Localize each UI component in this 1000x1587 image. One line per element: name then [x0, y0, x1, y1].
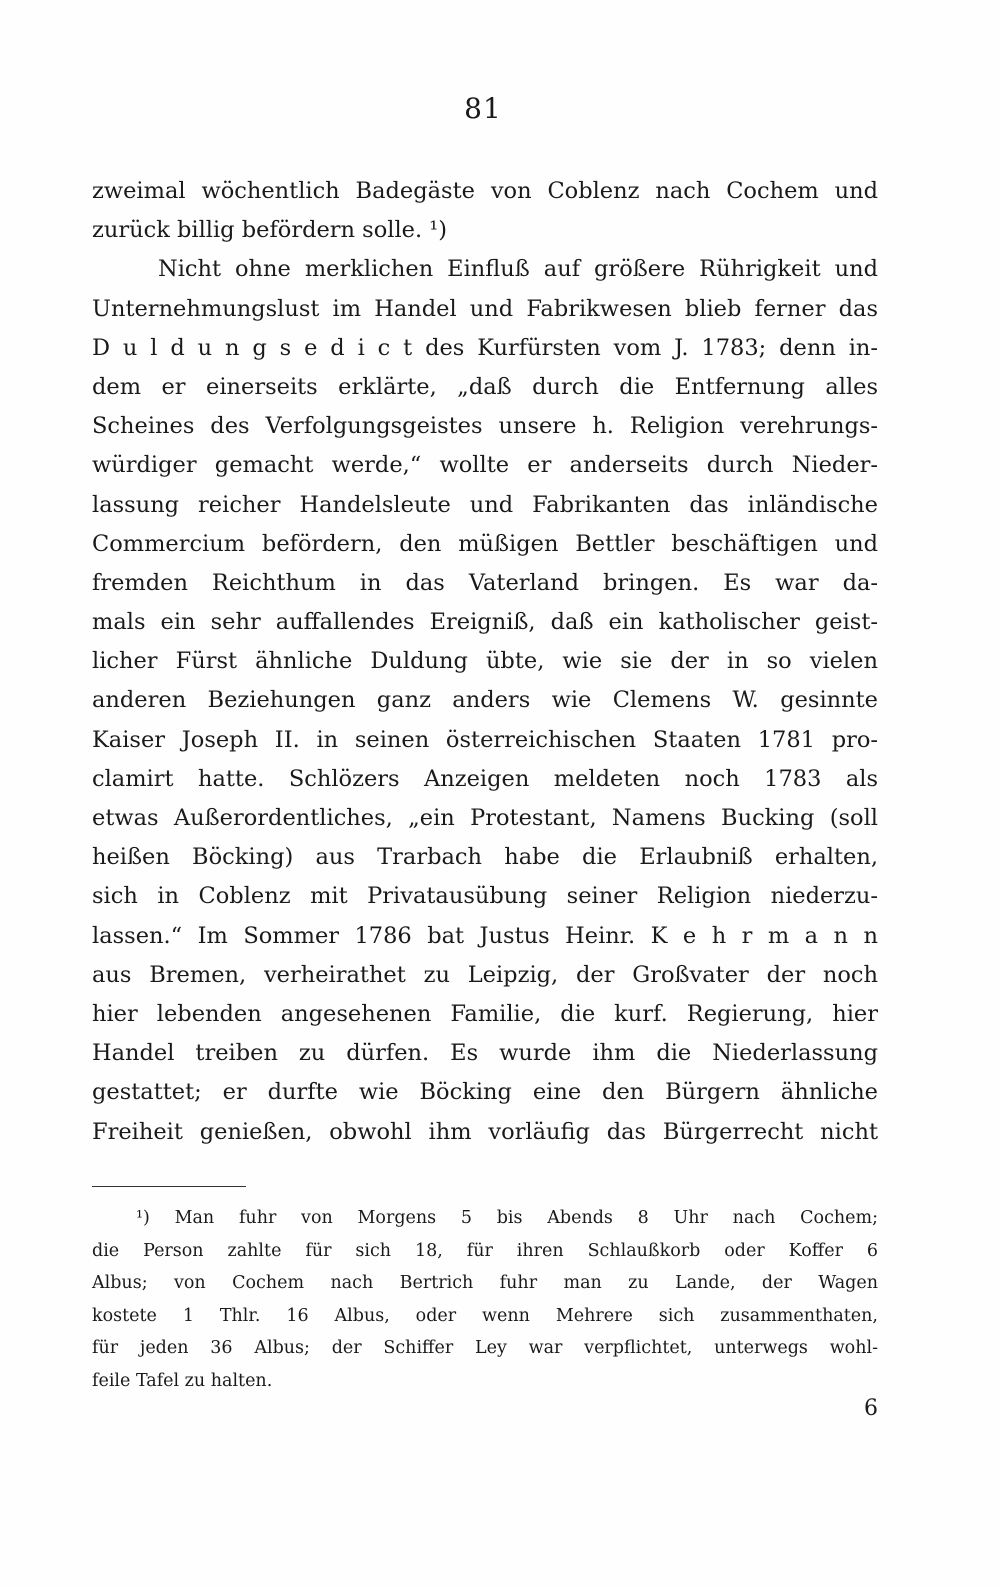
- text-line: etwas Außerordentliches, „ein Protestant, Namens Bucking (soll: [92, 805, 878, 831]
- signature-mark: 6: [864, 1396, 878, 1421]
- text-line: zurück billig befördern solle. ¹): [92, 217, 448, 244]
- footnote-line: ¹) Man fuhr von Morgens 5 bis Abends 8 Uhr nach Cochem;: [136, 1208, 878, 1228]
- text-line: mals ein sehr auffallendes Ereigniß, daß ein katholischer geist-: [92, 609, 878, 636]
- text-line: aus Bremen, verheirathet zu Leipzig, der Großvater der noch: [92, 961, 878, 988]
- footnote-line: Albus; von Cochem nach Bertrich fuhr man zu Lande, der Wagen: [92, 1273, 878, 1293]
- text-line: Freiheit genießen, obwohl ihm vorläufig das Bürgerrecht nicht: [92, 1118, 878, 1145]
- text-line: lassung reicher Handelsleute und Fabrikanten das inländische: [92, 491, 878, 518]
- text-line: clamirt hatte. Schlözers Anzeigen meldeten noch 1783 als: [92, 765, 878, 792]
- text-line: Commercium befördern, den müßigen Bettler beschäftigen und: [92, 530, 878, 557]
- text-line: würdiger gemacht werde,“ wollte er anderseits durch Nieder-: [92, 452, 878, 479]
- footnote-line: die Person zahlte für sich 18, für ihren Schlaußkorb oder Koffer 6: [92, 1240, 878, 1261]
- main-text: [92, 172, 878, 1152]
- text-line: Handel treiben zu dürfen. Es wurde ihm die Niederlassung: [92, 1040, 878, 1067]
- footnote: [92, 1202, 878, 1397]
- text-line: zweimal wöchentlich Badegäste von Coblenz nach Cochem und: [92, 178, 878, 204]
- footnote-line: kostete 1 Thlr. 16 Albus, oder wenn Mehrere sich zusammenthaten,: [92, 1305, 878, 1326]
- text-line: D u l d u n g s e d i c t des Kurfürsten vom J. 1783; denn in-: [92, 334, 878, 361]
- text-line: sich in Coblenz mit Privatausübung seiner Religion niederzu-: [92, 883, 878, 910]
- text-line: gestattet; er durfte wie Böcking eine den Bürgern ähnliche: [92, 1079, 878, 1106]
- text-line: heißen Böcking) aus Trarbach habe die Erlaubniß erhalten,: [92, 844, 878, 871]
- text-line: licher Fürst ähnliche Duldung übte, wie sie der in so vielen: [92, 648, 878, 675]
- text-line: fremden Reichthum in das Vaterland bringen. Es war da-: [92, 569, 878, 596]
- text-line: anderen Beziehungen ganz anders wie Clemens W. gesinnte: [92, 687, 878, 714]
- text-line: dem er einerseits erklärte, „daß durch die Entfernung alles: [92, 373, 878, 400]
- footnote-line: feile Tafel zu halten.: [92, 1370, 273, 1391]
- page-number: 81: [464, 92, 502, 125]
- footnote-line: für jeden 36 Albus; der Schiffer Ley war verpflichtet, unterwegs wohl-: [92, 1338, 878, 1358]
- footnote-divider: [92, 1186, 246, 1187]
- text-line: Scheines des Verfolgungsgeistes unsere h. Religion verehrungs-: [92, 413, 878, 440]
- text-line: hier lebenden angesehenen Familie, die kurf. Regierung, hier: [92, 1000, 878, 1027]
- text-line: Unternehmungslust im Handel und Fabrikwesen blieb ferner das: [92, 295, 878, 322]
- text-line: Kaiser Joseph II. in seinen österreichischen Staaten 1781 pro-: [92, 726, 878, 753]
- text-line: Nicht ohne merklichen Einfluß auf größere Rührigkeit und: [158, 256, 878, 283]
- text-line: lassen.“ Im Sommer 1786 bat Justus Heinr. K e h r m a n n: [92, 922, 878, 949]
